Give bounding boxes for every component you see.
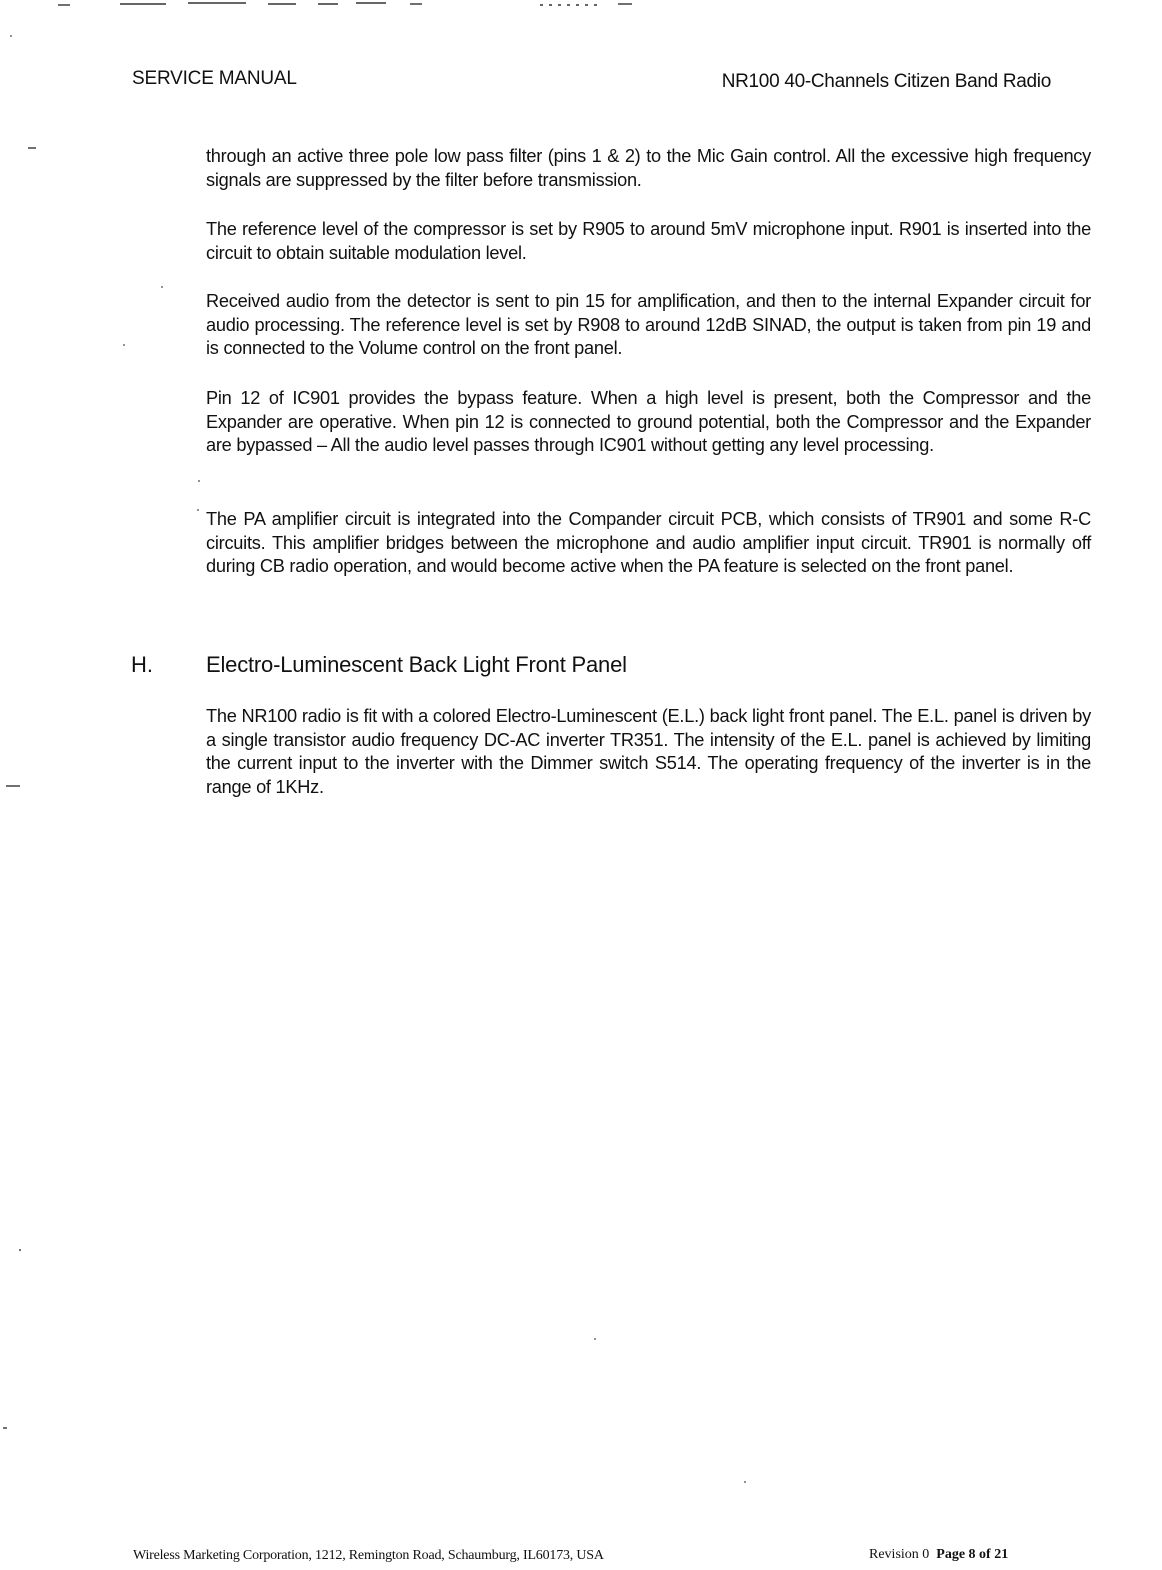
footer-page-number: Page 8 of 21 — [936, 1547, 1009, 1562]
section-letter: H. — [131, 652, 153, 677]
section-heading: Electro-Luminescent Back Light Front Panel — [206, 652, 627, 677]
paragraph-text: The NR100 radio is fit with a colored Electro-Luminescent (E.L.) back light front panel. The E.L. panel is driven by a single transistor audio frequency DC-AC inverter TR351. The intensity of the E.L. panel is achieved by limiting the current input to the inverter with the Dimmer switch S514. The operating frequency of the inverter is in the range of 1KHz. — [206, 706, 1091, 797]
paragraph-compressor-reference — [206, 218, 1091, 265]
paragraph-text: The PA amplifier circuit is integrated into the Compander circuit PCB, which consists of TR901 and some R-C circuits. This amplifier bridges between the microphone and audio amplifier input circuit. TR901 is normally off during CB radio operation, and would become active when the PA feature is selected on the front panel. — [206, 509, 1091, 576]
paragraph-received-audio — [206, 290, 1091, 361]
paragraph-text: Received audio from the detector is sent to pin 15 for amplification, and then to the internal Expander circuit for audio processing. The reference level is set by R908 to around 12dB SINAD, the output is taken from pin 19 and is connected to the Volume control on the front panel. — [206, 291, 1091, 358]
header-manual-title: SERVICE MANUAL — [132, 68, 297, 89]
paragraph-bypass-feature — [206, 387, 1091, 458]
paragraph-el-backlight — [206, 705, 1091, 799]
paragraph-text: through an active three pole low pass filter (pins 1 & 2) to the Mic Gain control. All the excessive high frequency signals are suppressed by the filter before transmission. — [206, 146, 1091, 190]
footer-revision-page — [869, 1547, 1008, 1563]
footer-revision: Revision 0 — [869, 1547, 930, 1562]
paragraph-text: The reference level of the compressor is set by R905 to around 5mV microphone input. R901 is inserted into the circuit to obtain suitable modulation level. — [206, 219, 1091, 263]
footer-company-address: Wireless Marketing Corporation, 1212, Remington Road, Schaumburg, IL60173, USA — [133, 1548, 604, 1563]
header-product-title: NR100 40-Channels Citizen Band Radio — [721, 71, 1051, 92]
paragraph-text: Pin 12 of IC901 provides the bypass feature. When a high level is present, both the Compressor and the Expander are operative. When pin 12 is connected to ground potential, both the Compressor and the Expander are bypassed – All the audio level passes through IC901 without getting any level processing. — [206, 388, 1091, 455]
paragraph-lowpass-filter — [206, 145, 1091, 192]
paragraph-pa-amplifier — [206, 508, 1091, 579]
